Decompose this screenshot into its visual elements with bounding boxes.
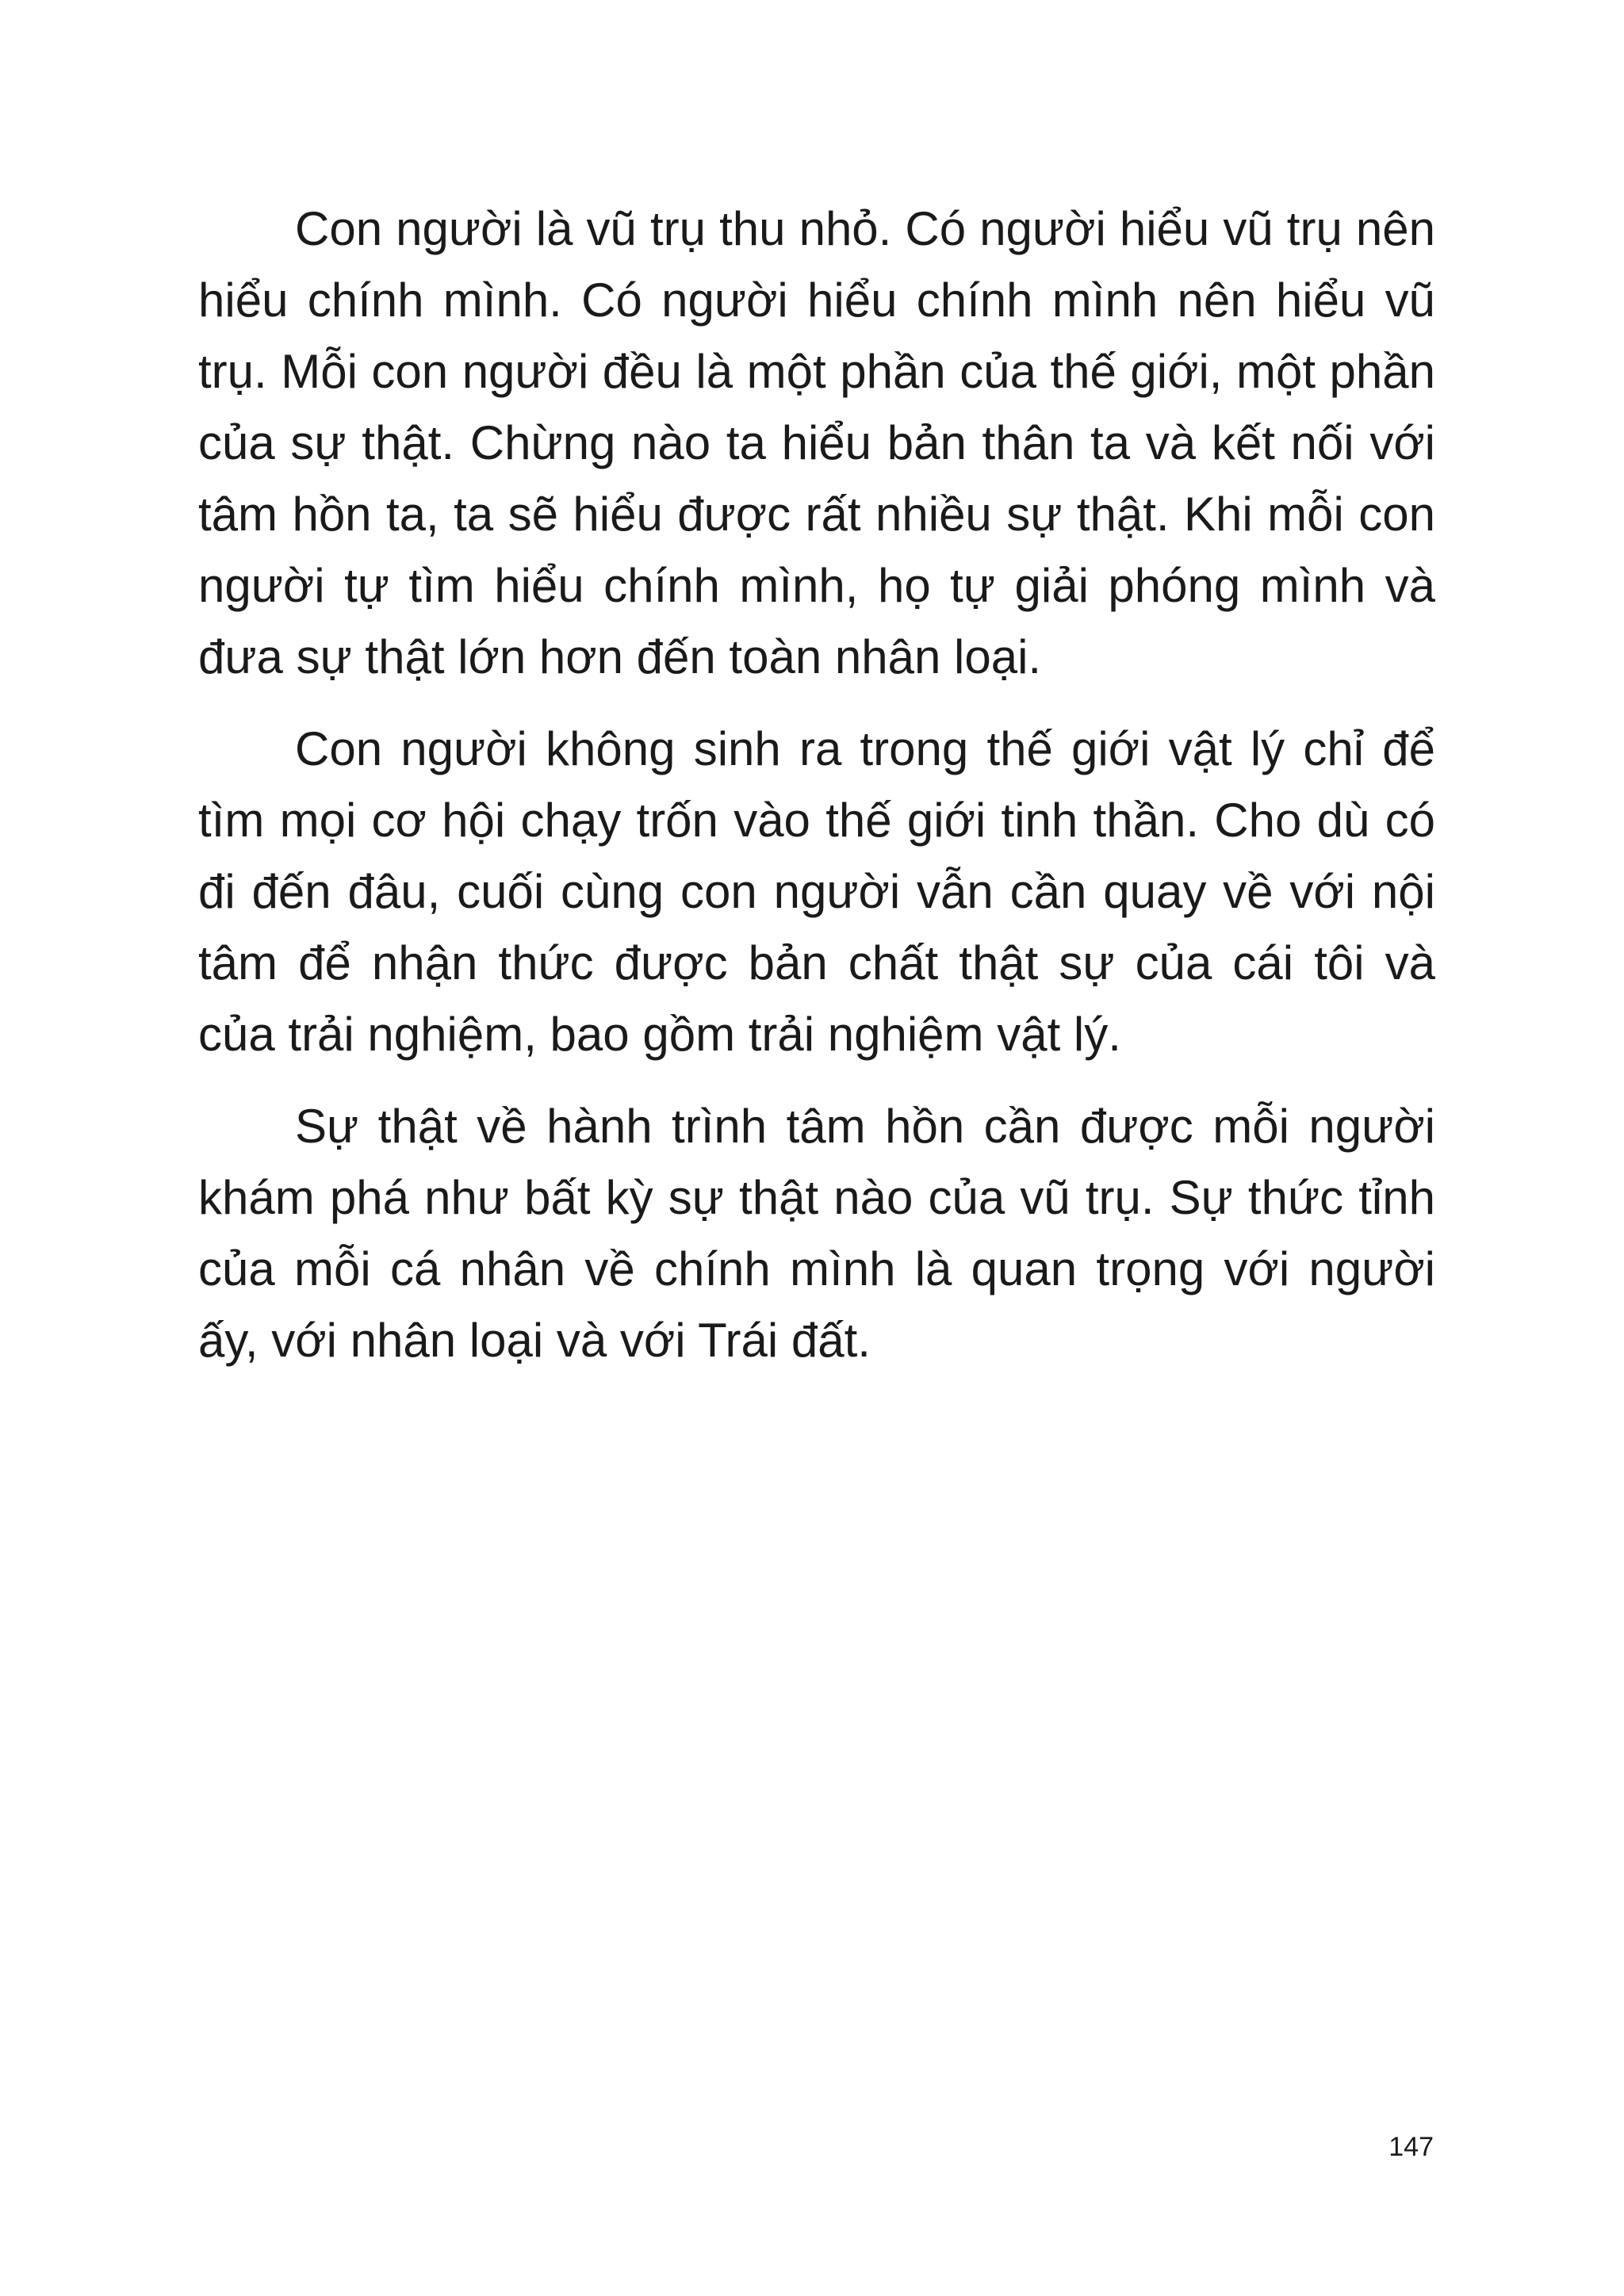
paragraph-2: Con người không sinh ra trong thế giới vật lý chỉ để tìm mọi cơ hội chạy trốn vào thế giới tinh thần. Cho dù có đi đến đâu, cuối cùng con người vẫn cần quay về với nội tâm để nhận thức được bản chất thật sự của cái tôi và của trải nghiệm, bao gồm trải nghiệm vật lý.	[198, 722, 1435, 1061]
paragraph-1: Con người là vũ trụ thu nhỏ. Có người hiểu vũ trụ nên hiểu chính mình. Có người hiểu chính mình nên hiểu vũ trụ. Mỗi con người đều là một phần của thế giới, một phần của sự thật. Chừng nào ta hiểu bản thân ta và kết nối với tâm hồn ta, ta sẽ hiểu được rất nhiều sự thật. Khi mỗi con người tự tìm hiểu chính mình, họ tự giải phóng mình và đưa sự thật lớn hơn đến toàn nhân loại.	[198, 202, 1435, 683]
body-text	[198, 193, 1435, 1397]
page-number: 147	[1388, 2132, 1434, 2162]
paragraph-3: Sự thật về hành trình tâm hồn cần được mỗi người khám phá như bất kỳ sự thật nào của vũ trụ. Sự thức tỉnh của mỗi cá nhân về chính mình là quan trọng với người ấy, với nhân loại và với Trái đất.	[198, 1100, 1435, 1367]
